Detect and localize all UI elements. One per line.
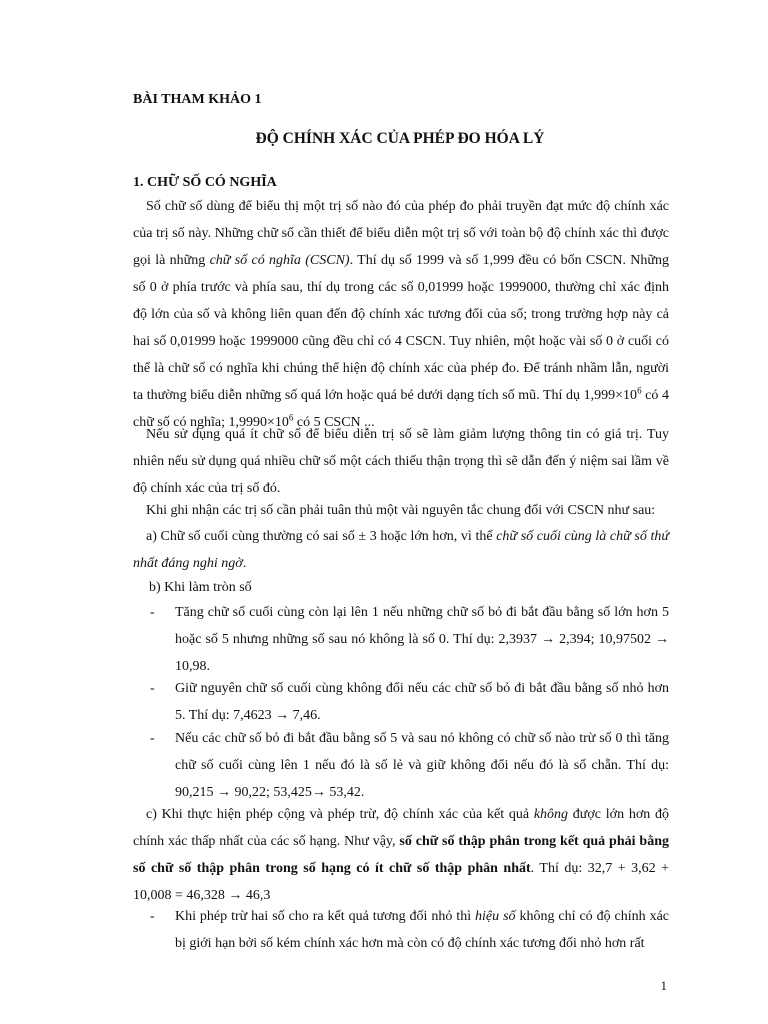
section-heading: 1. CHỮ SỐ CÓ NGHĨA [133, 175, 277, 190]
exponent: 6 [288, 412, 294, 423]
bullet-dash: - [150, 681, 155, 696]
rule-c-text: c) Khi thực hiện phép cộng và phép trừ, độ chính xác của kết quả [146, 807, 534, 822]
bullet-text [175, 903, 669, 957]
document-title: ĐỘ CHÍNH XÁC CỦA PHÉP ĐO HÓA LÝ [255, 130, 545, 147]
bullet-dash: - [150, 731, 155, 746]
paragraph-rules-intro: Khi ghi nhận các trị số cần phải tuân thủ một vài nguyên tắc chung đối với CSCN như sau: [146, 503, 656, 518]
paragraph-text: có 4 chữ số có nghĩa; 1,9990×10 [133, 388, 669, 430]
exponent: 6 [637, 385, 642, 396]
bullet-text: Nếu các chữ số bỏ đi bắt đầu bằng số 5 và sau nó không có chữ số nào trừ số 0 thì tăng chữ số cuối cùng lên 1 nếu đó là số lẻ và giữ không đổi nếu đó là số chẵn. Thí dụ: 90,215 → 90,22; 53,425→ 53,42. [175, 731, 669, 800]
subtraction-bullet [150, 903, 669, 957]
paragraph-significant-figures [133, 193, 669, 436]
bullet-dash: - [150, 909, 155, 924]
rounding-bullet-2 [150, 675, 669, 729]
term-italic: chữ số có nghĩa (CSCN) [209, 253, 350, 268]
rule-c-italic: không [533, 807, 569, 822]
rounding-bullet-1 [150, 599, 669, 680]
bullet-dash: - [150, 605, 155, 620]
rule-c-example: . Thí dụ: 32,7 + 3,62 + 10,008 = 46,328 → 46,3 [133, 861, 669, 903]
rule-c-bold: số chữ số thập phân trong kết quả phải bằng số chữ số thập phân trong số hạng có ít chữ số thập phân nhất [133, 834, 669, 876]
rule-a-text: a) Chữ số cuối cùng thường có sai số ± 3 hoặc lớn hơn, vì thế [146, 529, 497, 544]
rule-c-text: được lớn hơn độ chính xác thấp nhất của các số hạng. Như vậy, [133, 807, 669, 849]
paragraph-too-few-digits: Nếu sử dụng quá ít chữ số để biểu diễn trị số sẽ làm giảm lượng thông tin có giá trị. Tuy nhiên nếu sử dụng quá nhiều chữ số một cách thiếu thận trọng thì sẽ dẫn đến ý niệm sai lầm về độ chính xác của trị số đó. [133, 427, 669, 496]
rule-b-heading: b) Khi làm tròn số [149, 580, 252, 595]
paragraph-text: Số chữ số dùng để biểu thị một trị số nào đó của phép đo phải truyền đạt mức độ chính xác của trị số này. Những chữ số cần thiết để biểu diễn một trị số với toàn bộ độ chính xác thì được gọi là những [133, 199, 669, 268]
bullet-italic: hiệu số [475, 909, 516, 924]
reference-label: BÀI THAM KHẢO 1 [133, 92, 262, 107]
bullet-text: Tăng chữ số cuối cùng còn lại lên 1 nếu những chữ số bỏ đi bắt đầu bằng số lớn hơn 5 hoặc số 5 nhưng những số sau nó không là số 0. Thí dụ: 2,3937 → 2,394; 10,97502 → 10,98. [175, 605, 669, 674]
bullet-text: Giữ nguyên chữ số cuối cùng không đổi nếu các chữ số bỏ đi bắt đầu bằng số nhỏ hơn 5. Thí dụ: 7,4623 → 7,46. [175, 681, 669, 723]
rule-c [133, 801, 669, 909]
rule-a-italic: chữ số cuối cùng là chữ số thứ nhất đáng nghi ngờ [133, 529, 670, 571]
bullet-text-part: Khi phép trừ hai số cho ra kết quả tương đối nhỏ thì [175, 909, 476, 924]
page-number: 1 [660, 978, 667, 993]
paragraph-text: có 5 CSCN ... [293, 415, 375, 430]
paragraph-text: . Thí dụ số 1999 và số 1,999 đều có bốn CSCN. Những số 0 ở phía trước và phía sau, thí dụ trong các số 0,01999 hoặc 1999000, thường chỉ xác định độ lớn của số và không liên quan đến độ chính xác tương đối của số; trong trường hợp này cả hai số 0,01999 hoặc 1999000 cũng đều chỉ có 4 CSCN. Tuy nhiên, một hoặc vài số 0 ở cuối có thể là chữ số có nghĩa khi chúng thể hiện độ chính xác của phép đo. Để tránh nhầm lẫn, người ta thường biểu diễn những số quá lớn hoặc quá bé dưới dạng tích số mũ. Thí dụ 1,999×10 [133, 253, 669, 403]
bullet-text-part: không chỉ có độ chính xác bị giới hạn bởi số kém chính xác hơn mà còn có độ chính xác tương đối nhỏ hơn rất [175, 909, 669, 951]
rule-a-end: . [242, 556, 247, 571]
rule-a [133, 523, 669, 577]
rounding-bullet-3 [150, 725, 669, 806]
